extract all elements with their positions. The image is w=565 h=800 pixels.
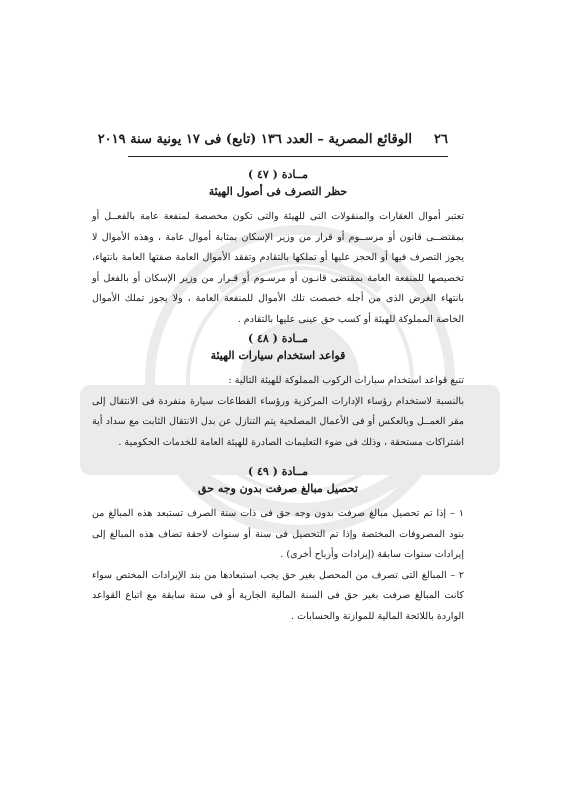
article-paragraph: تتبع قواعد استخدام سيارات الركوب المملوكة للهيئة التالية :	[228, 375, 464, 386]
page-number: ٢٦	[434, 132, 448, 147]
article-title: قواعد استخدام سيارات الهيئة	[210, 349, 346, 362]
article-paragraph: بالنسبة لاستخدام رؤساء الإدارات المركزية ورؤساء القطاعات سيارة منفردة فى الانتقال إلى مقر العمــل وبالعكس أو فى الأعمال المصلحية يتم التنازل عن بدل الانتقال الثابت مع سداد أية اشتراكات مستحقة ، وذلك فى ضوء التعليمات الصادرة للهيئة العامة للخدمات الحكومية .	[92, 395, 464, 448]
document-body	[92, 166, 464, 627]
header-divider	[128, 156, 448, 157]
article-paragraph: ٢ – المبالغ التى تصرف من المحصل بغير حق يجب استبعادها من بند الإيرادات المختص سواء كانت المبالغ صرفت بغير حق فى السنة المالية الجارية أو فى سنة سابقة مع اتباع القواعد الواردة باللائحة المالية للموازنة والحسابات .	[92, 569, 464, 622]
article-number: مــادة ( ٤٧ )	[247, 168, 309, 181]
gazette-title: الوقائع المصرية – العدد ١٣٦ (تابع) فى ١٧ يونية سنة ٢٠١٩	[97, 132, 412, 147]
article-paragraph: تعتبر أموال العقارات والمنقولات التى للهيئة والتى تكون مخصصة لمنفعة عامة بالفعــل أو بمقتضــى قانون أو مرســوم أو قرار من وزير الإسكان بمثابة أموال عامة ، وهذه الأموال لا يجوز التصرف فيها أو الحجز عليها أو تملكها بالتقادم وتفقد الأموال العامة صفتها العامة بانتهاء، تخصيصها للمنفعة العامة بمقتضى قانـون أو مرسـوم أو قـرار من وزير الإسكان أو بالفعل أو بانتهاء الغرض الذى من أجله خصصت تلك الأموال للمنفعة العامة ، ولا يجوز تملك الأموال الخاصة المملوكة للهيئة أو كسب حق عينى عليها بالتقادم .	[92, 211, 464, 325]
article-title: تحصيل مبالغ صرفت بدون وجه حق	[198, 482, 358, 495]
article-number: مــادة ( ٤٨ )	[247, 332, 309, 345]
article-number: مــادة ( ٤٩ )	[247, 465, 309, 478]
article-title: حظر التصرف فى أصول الهيئة	[208, 185, 348, 198]
page-header	[97, 132, 448, 152]
article-paragraph: ١ – إذا تم تحصيل مبالغ صرفت بدون وجه حق فى ذات سنة الصرف تستبعد هذه المبالغ من بنود المصروفات المختصة وإذا تم التحصيل فى سنة أو سنوات لاحقة تضاف هذه المبالغ إلى إيرادات سنوات سابقة (إيرادات وأرباح أخرى) .	[92, 508, 464, 560]
